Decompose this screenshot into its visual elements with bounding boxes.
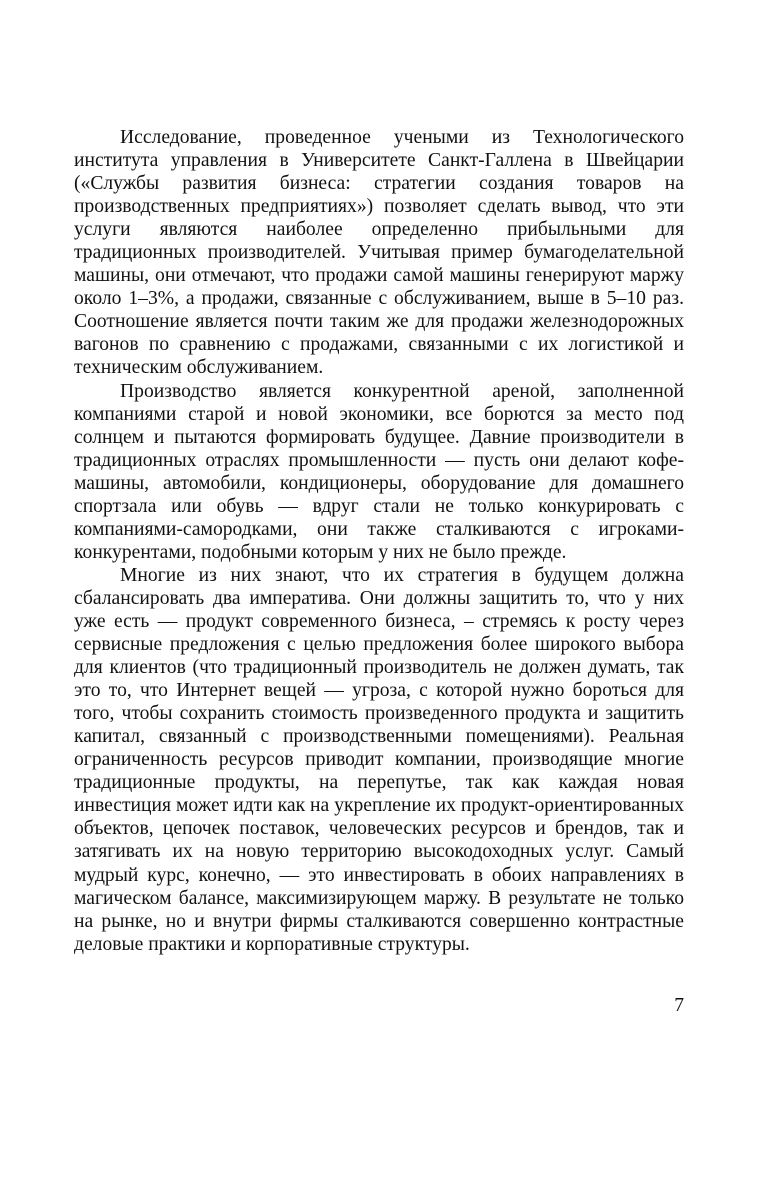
body-text [74, 126, 684, 956]
paragraph-1: Исследование, проведенное учеными из Технологического института управления в Университете Санкт-Галлена в Швейцарии («Службы развития бизнеса: стратегии создания товаров на производственных предприятиях») позволяет сделать вывод, что эти услуги являются наиболее определенно прибыльными для традиционных производителей. Учитывая пример бумагоделательной машины, они отмечают, что продажи самой машины генерируют маржу около 1–3%, а продажи, связанные с обслуживанием, выше в 5–10 раз. Соотношение является почти таким же для продажи железнодорожных вагонов по сравнению с продажами, связанными с их логистикой и техническим обслуживанием. [74, 127, 684, 379]
paragraph-2: Производство является конкурентной ареной, заполненной компаниями старой и новой экономики, все борются за место под солнцем и пытаются формировать будущее. Давние производители в традиционных отраслях промышленности — пусть они делают кофе-машины, автомобили, кондиционеры, оборудование для домашнего спортзала или обувь — вдруг стали не только конкурировать с компаниями-самородками, они также сталкиваются с игроками-конкурентами, подобными которым у них не было прежде. [74, 380, 684, 563]
paragraph-3: Многие из них знают, что их стратегия в будущем должна сбалансировать два императива. Они должны защитить то, что у них уже есть — продукт современного бизнеса, – стремясь к росту через сервисные предложения с целью предложения более широкого выбора для клиентов (что традиционный производитель не должен думать, так это то, что Интернет вещей — угроза, с которой нужно бороться для того, чтобы сохранить стоимость произведенного продукта и защитить капитал, связанный с производственными помещениями). Реальная ограниченность ресурсов приводит компании, производящие многие традиционные продукты, на перепутье, так как каждая новая инвестиция может идти как на укрепление их продукт-ориентированных объектов, цепочек поставок, человеческих ресурсов и брендов, так и затягивать их на новую территорию высокодоходных услуг. Самый мудрый курс, конечно, — это инвестировать в обоих направлениях в магическом балансе, максимизирующем маржу. В результате не только на рынке, но и внутри фирмы сталкиваются совершенно контрастные деловые практики и корпоративные структуры. [74, 564, 684, 955]
page-number: 7 [674, 995, 684, 1016]
